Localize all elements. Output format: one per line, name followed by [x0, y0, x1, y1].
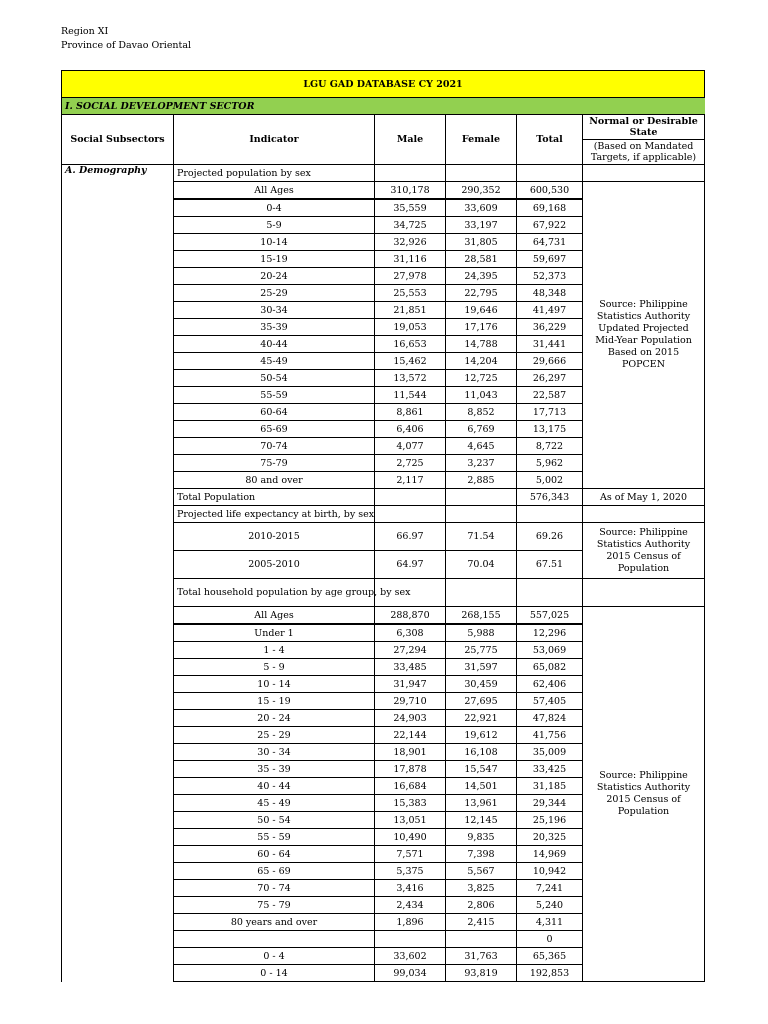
male-value: 19,053 [375, 319, 446, 336]
female-value: 8,852 [446, 404, 517, 421]
total-value: 26,297 [517, 370, 583, 387]
female-value: 2,885 [446, 472, 517, 489]
age-group: 75-79 [174, 455, 375, 472]
female-value: 15,547 [446, 761, 517, 778]
cell-total [517, 165, 583, 182]
male-value: 15,383 [375, 795, 446, 812]
col-female: Female [446, 115, 517, 165]
male-value: 64.97 [375, 551, 446, 579]
age-group: 5 - 9 [174, 659, 375, 676]
female-value: 12,145 [446, 812, 517, 829]
female-value: 19,646 [446, 302, 517, 319]
female-value: 13,961 [446, 795, 517, 812]
total-value: 29,344 [517, 795, 583, 812]
age-group: All Ages [174, 182, 375, 200]
male-value: 31,116 [375, 251, 446, 268]
total-value: 14,969 [517, 846, 583, 863]
female-value: 30,459 [446, 676, 517, 693]
total-pop-label: Total Population [174, 489, 375, 506]
male-value: 15,462 [375, 353, 446, 370]
cell-total [517, 579, 583, 607]
male-value: 11,544 [375, 387, 446, 404]
total-value: 25,196 [517, 812, 583, 829]
total-value: 17,713 [517, 404, 583, 421]
total-value: 67,922 [517, 217, 583, 234]
total-value: 33,425 [517, 761, 583, 778]
total-value: 5,962 [517, 455, 583, 472]
col-normal-state [583, 115, 705, 165]
female-value: 33,609 [446, 199, 517, 217]
normal-state-title: Normal or Desirable State [583, 115, 704, 140]
cell-normal [583, 506, 705, 523]
cell-male [375, 506, 446, 523]
age-group: 50 - 54 [174, 812, 375, 829]
total-value: 22,587 [517, 387, 583, 404]
male-value: 3,416 [375, 880, 446, 897]
total-pop-value: 576,343 [517, 489, 583, 506]
female-value: 31,763 [446, 948, 517, 965]
female-value: 14,204 [446, 353, 517, 370]
male-value: 99,034 [375, 965, 446, 982]
male-value: 288,870 [375, 607, 446, 625]
age-group: 20-24 [174, 268, 375, 285]
age-group: 55 - 59 [174, 829, 375, 846]
province-label: Province of Davao Oriental [61, 40, 192, 51]
age-group: 10-14 [174, 234, 375, 251]
cell-normal [583, 165, 705, 182]
total-value: 65,365 [517, 948, 583, 965]
total-value: 53,069 [517, 642, 583, 659]
female-value: 268,155 [446, 607, 517, 625]
total-value: 31,185 [517, 778, 583, 795]
age-group: 0 - 14 [174, 965, 375, 982]
total-value: 67.51 [517, 551, 583, 579]
total-value: 5,002 [517, 472, 583, 489]
age-group: 15-19 [174, 251, 375, 268]
age-group: 35 - 39 [174, 761, 375, 778]
male-value: 66.97 [375, 523, 446, 551]
total-value: 5,240 [517, 897, 583, 914]
total-value: 48,348 [517, 285, 583, 302]
age-group: 25-29 [174, 285, 375, 302]
normal-state-sub: (Based on Mandated Targets, if applicable) [590, 141, 697, 163]
male-value: 32,926 [375, 234, 446, 251]
male-value: 4,077 [375, 438, 446, 455]
cell-female [446, 489, 517, 506]
subsector-demography: A. Demography [62, 165, 174, 982]
male-value: 13,572 [375, 370, 446, 387]
female-value: 7,398 [446, 846, 517, 863]
female-value: 14,501 [446, 778, 517, 795]
female-value: 290,352 [446, 182, 517, 200]
col-subsector: Social Subsectors [62, 115, 174, 165]
male-value: 34,725 [375, 217, 446, 234]
age-group: 45-49 [174, 353, 375, 370]
female-value: 28,581 [446, 251, 517, 268]
total-pop-note: As of May 1, 2020 [583, 489, 705, 506]
male-value: 17,878 [375, 761, 446, 778]
age-group: 60 - 64 [174, 846, 375, 863]
age-group: 15 - 19 [174, 693, 375, 710]
age-group: Under 1 [174, 624, 375, 642]
male-value [375, 931, 446, 948]
male-value: 22,144 [375, 727, 446, 744]
female-value: 2,415 [446, 914, 517, 931]
section-title: I. SOCIAL DEVELOPMENT SECTOR [62, 98, 705, 115]
age-group: 1 - 4 [174, 642, 375, 659]
age-group: 40-44 [174, 336, 375, 353]
total-value: 47,824 [517, 710, 583, 727]
total-value: 12,296 [517, 624, 583, 642]
table-row [62, 165, 705, 182]
male-value: 10,490 [375, 829, 446, 846]
female-value: 22,921 [446, 710, 517, 727]
male-value: 24,903 [375, 710, 446, 727]
female-value: 4,645 [446, 438, 517, 455]
age-group: 30 - 34 [174, 744, 375, 761]
female-value: 70.04 [446, 551, 517, 579]
female-value: 31,805 [446, 234, 517, 251]
total-value: 41,756 [517, 727, 583, 744]
female-value: 11,043 [446, 387, 517, 404]
age-group: 80 and over [174, 472, 375, 489]
total-value: 0 [517, 931, 583, 948]
male-value: 27,978 [375, 268, 446, 285]
age-group: 65 - 69 [174, 863, 375, 880]
age-group: 10 - 14 [174, 676, 375, 693]
total-value: 192,853 [517, 965, 583, 982]
total-value: 65,082 [517, 659, 583, 676]
age-group: 60-64 [174, 404, 375, 421]
age-group: 0-4 [174, 199, 375, 217]
cell-male [375, 165, 446, 182]
age-group: 55-59 [174, 387, 375, 404]
cell-total [517, 506, 583, 523]
female-value: 3,825 [446, 880, 517, 897]
data-table [61, 70, 705, 982]
female-value: 19,612 [446, 727, 517, 744]
female-value: 24,395 [446, 268, 517, 285]
male-value: 6,308 [375, 624, 446, 642]
total-value: 64,731 [517, 234, 583, 251]
age-group: 70 - 74 [174, 880, 375, 897]
female-value: 27,695 [446, 693, 517, 710]
source-household: Source: Philippine Statistics Authority 2015 Census of Population [583, 607, 705, 982]
age-group: 20 - 24 [174, 710, 375, 727]
female-value [446, 931, 517, 948]
source-projected: Source: Philippine Statistics Authority Updated Projected Mid-Year Population Based on 2015 POPCEN [583, 182, 705, 489]
male-value: 6,406 [375, 421, 446, 438]
male-value: 16,653 [375, 336, 446, 353]
male-value: 29,710 [375, 693, 446, 710]
age-group: 50-54 [174, 370, 375, 387]
male-value: 5,375 [375, 863, 446, 880]
total-value: 600,530 [517, 182, 583, 200]
gad-database-sheet [61, 70, 704, 982]
female-value: 3,237 [446, 455, 517, 472]
female-value: 16,108 [446, 744, 517, 761]
male-value: 27,294 [375, 642, 446, 659]
total-value: 36,229 [517, 319, 583, 336]
male-value: 21,851 [375, 302, 446, 319]
male-value: 2,725 [375, 455, 446, 472]
cell-normal [583, 579, 705, 607]
female-value: 5,567 [446, 863, 517, 880]
period: 2010-2015 [174, 523, 375, 551]
indicator-label: Projected life expectancy at birth, by sex [174, 506, 375, 523]
male-value: 13,051 [375, 812, 446, 829]
total-value: 8,722 [517, 438, 583, 455]
age-group: 45 - 49 [174, 795, 375, 812]
total-value: 13,175 [517, 421, 583, 438]
male-value: 18,901 [375, 744, 446, 761]
female-value: 25,775 [446, 642, 517, 659]
age-group: 65-69 [174, 421, 375, 438]
male-value: 35,559 [375, 199, 446, 217]
female-value: 31,597 [446, 659, 517, 676]
cell-male [375, 489, 446, 506]
source-life-expectancy: Source: Philippine Statistics Authority 2015 Census of Population [583, 523, 705, 579]
male-value: 8,861 [375, 404, 446, 421]
female-value: 93,819 [446, 965, 517, 982]
sheet-title: LGU GAD DATABASE CY 2021 [62, 71, 705, 98]
col-male: Male [375, 115, 446, 165]
male-value: 25,553 [375, 285, 446, 302]
female-value: 6,769 [446, 421, 517, 438]
cell-female [446, 165, 517, 182]
age-group: 5-9 [174, 217, 375, 234]
total-value: 35,009 [517, 744, 583, 761]
female-value: 14,788 [446, 336, 517, 353]
cell-female [446, 506, 517, 523]
female-value: 12,725 [446, 370, 517, 387]
total-value: 57,405 [517, 693, 583, 710]
total-value: 52,373 [517, 268, 583, 285]
age-group: 75 - 79 [174, 897, 375, 914]
total-value: 10,942 [517, 863, 583, 880]
female-value: 2,806 [446, 897, 517, 914]
total-value: 4,311 [517, 914, 583, 931]
age-group: All Ages [174, 607, 375, 625]
period: 2005-2010 [174, 551, 375, 579]
male-value: 2,434 [375, 897, 446, 914]
indicator-label: Total household population by age group, by sex [174, 579, 375, 607]
col-total: Total [517, 115, 583, 165]
female-value: 22,795 [446, 285, 517, 302]
total-value: 20,325 [517, 829, 583, 846]
age-group: 35-39 [174, 319, 375, 336]
female-value: 9,835 [446, 829, 517, 846]
age-group: 30-34 [174, 302, 375, 319]
age-group: 25 - 29 [174, 727, 375, 744]
total-value: 41,497 [517, 302, 583, 319]
total-value: 29,666 [517, 353, 583, 370]
total-value: 31,441 [517, 336, 583, 353]
male-value: 33,602 [375, 948, 446, 965]
male-value: 310,178 [375, 182, 446, 200]
age-group: 0 - 4 [174, 948, 375, 965]
female-value: 71.54 [446, 523, 517, 551]
cell-female [446, 579, 517, 607]
total-value: 557,025 [517, 607, 583, 625]
age-group: 80 years and over [174, 914, 375, 931]
age-group [174, 931, 375, 948]
total-value: 7,241 [517, 880, 583, 897]
male-value: 16,684 [375, 778, 446, 795]
age-group: 70-74 [174, 438, 375, 455]
female-value: 17,176 [446, 319, 517, 336]
col-indicator: Indicator [174, 115, 375, 165]
region-label: Region XI [61, 26, 109, 37]
total-value: 59,697 [517, 251, 583, 268]
male-value: 7,571 [375, 846, 446, 863]
age-group: 40 - 44 [174, 778, 375, 795]
total-value: 69,168 [517, 199, 583, 217]
male-value: 31,947 [375, 676, 446, 693]
male-value: 2,117 [375, 472, 446, 489]
male-value: 1,896 [375, 914, 446, 931]
total-value: 62,406 [517, 676, 583, 693]
male-value: 33,485 [375, 659, 446, 676]
female-value: 33,197 [446, 217, 517, 234]
female-value: 5,988 [446, 624, 517, 642]
total-value: 69.26 [517, 523, 583, 551]
indicator-label: Projected population by sex [174, 165, 375, 182]
